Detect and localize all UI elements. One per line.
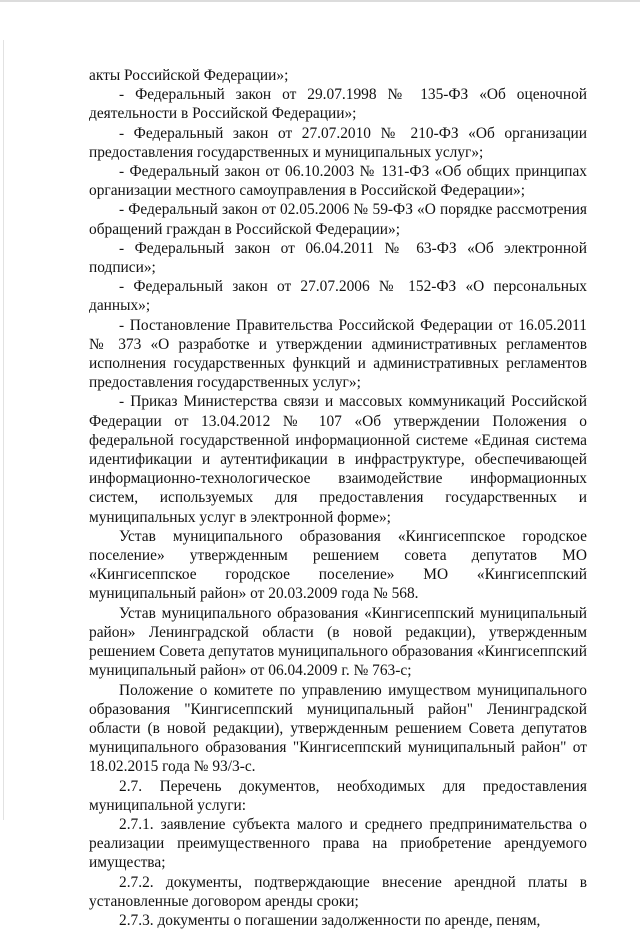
paragraph-section-2-7-1: 2.7.1. заявление субъекта малого и среднего предпринимательства о реализации преимущественного права на приобретение арендуемого имущества; bbox=[89, 815, 587, 872]
scan-edge-top bbox=[0, 0, 640, 2]
paragraph-section-2-7-3: 2.7.3. документы о погашении задолженности по аренде, пеням, bbox=[119, 911, 541, 929]
paragraph-law-210: - Федеральный закон от 27.07.2010 № 210-ФЗ «Об организации предоставления государственных и муниципальных услуг»; bbox=[89, 124, 587, 161]
paragraph-law-135: - Федеральный закон от 29.07.1998 № 135-ФЗ «Об оценочной деятельности в Российской Федерации»; bbox=[89, 86, 587, 123]
paragraph-law-152: - Федеральный закон от 27.07.2006 № 152-ФЗ «О персональных данных»; bbox=[89, 278, 587, 315]
scan-edge-left bbox=[3, 40, 4, 820]
paragraph-resolution-373: - Постановление Правительства Российской Федерации от 16.05.2011 № 373 «О разработке и утверждении административных регламентов исполнения государственных функций и административных регламентов предоставления государственных услуг»; bbox=[89, 316, 587, 392]
paragraph-law-59: - Федеральный закон от 02.05.2006 № 59-ФЗ «О порядке рассмотрения обращений граждан в Российской Федерации»; bbox=[89, 201, 587, 238]
paragraph-charter-district: Устав муниципального образования «Кингисеппский муниципальный район» Ленинградской области (в новой редакции), утвержденным решением Совета депутатов муниципального образования «Кингисеппский муниципальный район» от 06.04.2009 г. № 763-с; bbox=[89, 604, 587, 680]
paragraph-section-2-7-2: 2.7.2. документы, подтверждающие внесение арендной платы в установленные договором аренды сроки; bbox=[89, 873, 587, 910]
paragraph-law-131: - Федеральный закон от 06.10.2003 № 131-ФЗ «Об общих принципах организации местного самоуправления в Российской Федерации»; bbox=[89, 163, 587, 200]
document-body bbox=[89, 66, 587, 930]
paragraph-law-63: - Федеральный закон от 06.04.2011 № 63-ФЗ «Об электронной подписи»; bbox=[89, 239, 587, 277]
paragraph-committee-regulation: Положение о комитете по управлению имуществом муниципального образования "Кингисеппский муниципальный район" Ленинградской области (в новой редакции), утвержденным решением Совета депутатов муниципального образования "Кингисеппский муниципальный район" от 18.02.2015 года № 93/3-с. bbox=[89, 681, 587, 776]
paragraph-section-2-7: 2.7. Перечень документов, необходимых для предоставления муниципальной услуги: bbox=[89, 777, 587, 814]
paragraph-charter-settlement: Устав муниципального образования «Кингисеппское городское поселение» утвержденным решением совета депутатов МО «Кингисеппское городское поселение» МО «Кингисеппский муниципальный район» от 20.03.2009 года № 568. bbox=[89, 527, 587, 603]
paragraph-continuation: акты Российской Федерации»; bbox=[89, 67, 289, 84]
paragraph-order-107: - Приказ Министерства связи и массовых коммуникаций Российской Федерации от 13.04.2012 № 107 «Об утверждении Положения о федеральной государственной информационной системе «Единая система идентификации и аутентификации в инфраструктуре, обеспечивающей информационно-технологическое взаимодействие информационных систем, используемых для предоставления государственных и муниципальных услуг в электронной форме»; bbox=[89, 393, 587, 526]
